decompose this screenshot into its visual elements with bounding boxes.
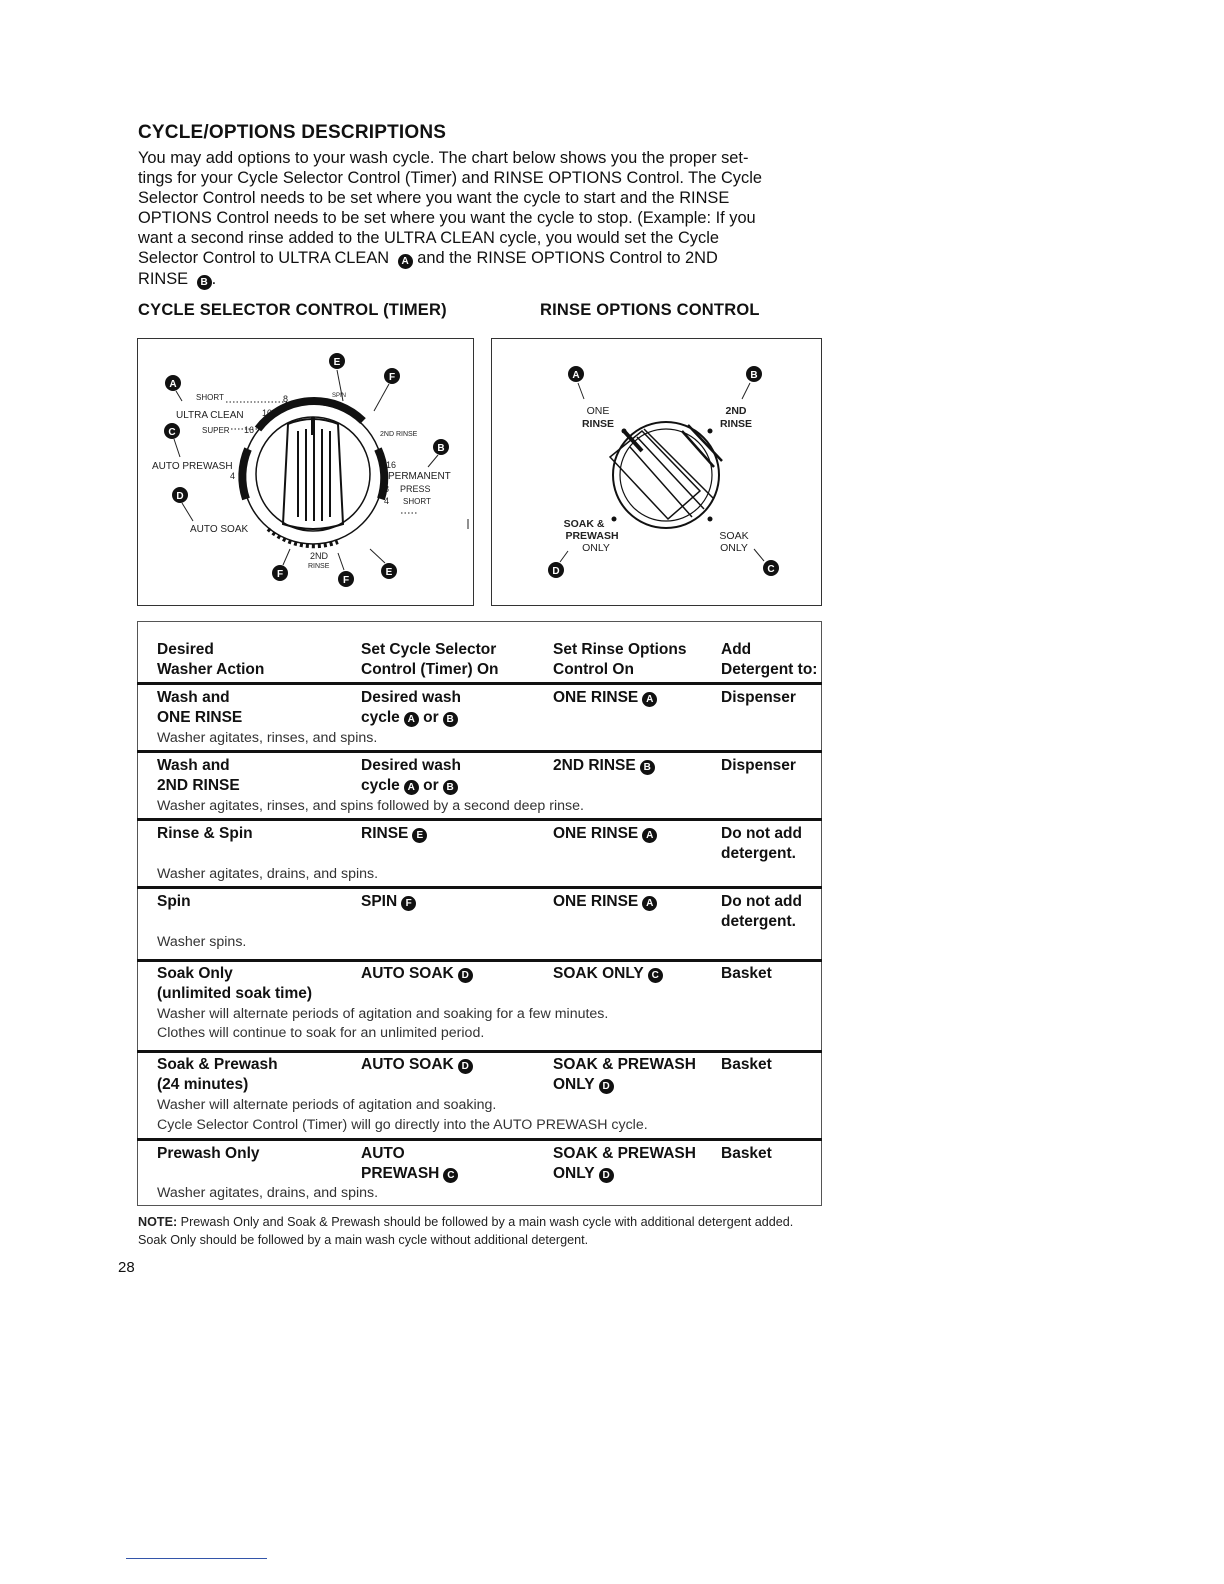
marker-a-icon: A [398, 254, 413, 269]
note-body: Prewash Only and Soak & Prewash should be followed by a main wash cycle with additional detergent added. Soak Only should be followed by a main wash cycle without additional detergent. [138, 1215, 794, 1247]
table-header: Set Rinse Options Control On [553, 641, 687, 678]
marker-e-icon: E [412, 828, 427, 843]
marker-d-icon: D [599, 1168, 614, 1183]
dial-label: SOAK [719, 530, 749, 542]
dial-label: 2ND [725, 405, 747, 417]
marker-label: F [342, 575, 350, 586]
intro-paragraph [138, 148, 828, 290]
dial-label: 8 [283, 394, 289, 404]
table-cell: Do not add detergent. [721, 893, 802, 930]
table-divider [137, 959, 822, 962]
marker-d-icon: D [458, 1059, 473, 1074]
marker-b-icon: B [443, 780, 458, 795]
dial-label: RINSE [581, 418, 615, 430]
dial-label: 8 [384, 484, 390, 494]
table-cell: Basket [721, 965, 772, 982]
marker-label: A [169, 379, 177, 390]
marker-f-icon: F [401, 896, 416, 911]
marker-a-icon: A [642, 692, 657, 707]
marker-label: F [276, 569, 284, 580]
row-description: Washer spins. [157, 934, 247, 950]
marker-a-icon: A [642, 828, 657, 843]
marker-label: F [388, 372, 396, 383]
table-cell: Desired wash cycle A or B [361, 689, 461, 726]
table-row: Wash and 2ND RINSE [157, 757, 240, 794]
intro-line: want a second rinse added to the ULTRA CLEAN cycle, you would set the Cycle [138, 229, 719, 247]
table-header: Add Detergent to: [721, 641, 818, 678]
table-cell: Basket [721, 1056, 772, 1073]
table-cell: SOAK & PREWASH ONLY D [553, 1145, 696, 1182]
intro-text: RINSE [138, 270, 193, 288]
row-description: Washer agitates, drains, and spins. [157, 1185, 379, 1201]
dial-label: AUTO PREWASH [152, 461, 233, 472]
table-header: Set Cycle Selector Control (Timer) On [361, 641, 499, 678]
marker-d-icon: D [458, 968, 473, 983]
table-divider [137, 886, 822, 889]
table-cell: AUTO SOAK D [361, 1055, 473, 1075]
marker-label: D [552, 566, 560, 577]
table-divider [137, 818, 822, 821]
marker-b-icon: B [443, 712, 458, 727]
dial-label: 4 [230, 471, 236, 481]
intro-text: Selector Control to ULTRA CLEAN [138, 249, 394, 267]
dial-label: PREWASH [565, 530, 619, 542]
table-cell: AUTO SOAK D [361, 964, 473, 984]
options-table [137, 621, 822, 1206]
rinse-dial [610, 422, 722, 528]
intro-line [138, 269, 828, 290]
table-row: Soak Only (unlimited soak time) [157, 965, 313, 1002]
marker-label: B [750, 370, 758, 381]
table-cell: Do not add detergent. [721, 825, 802, 862]
dial-label: SPIN [332, 393, 347, 399]
table-divider [137, 1138, 822, 1141]
dial-label: 2ND [310, 551, 329, 561]
table-cell: Dispenser [721, 689, 796, 706]
marker-a-icon: A [642, 896, 657, 911]
table-cell: SPIN F [361, 892, 416, 912]
marker-label: D [176, 491, 184, 502]
table-header: Desired Washer Action [157, 641, 265, 678]
marker-label: E [385, 567, 393, 578]
dial-label: RINSE [308, 563, 330, 570]
table-divider [137, 750, 822, 753]
table-cell: Dispenser [721, 757, 796, 774]
dial-label: SHORT [403, 497, 431, 506]
row-description: Clothes will continue to soak for an unlimited period. [157, 1025, 485, 1041]
dial-label: 16 [386, 460, 397, 470]
table-cell: ONE RINSE A [553, 892, 657, 912]
marker-c-icon: C [443, 1168, 458, 1183]
intro-text: and the RINSE OPTIONS Control to 2ND [412, 249, 718, 267]
dial-label: ONLY [582, 542, 610, 554]
table-cell: 2ND RINSE B [553, 756, 655, 776]
table-row: Prewash Only [157, 1145, 260, 1162]
dial-label: ULTRA CLEAN [176, 410, 244, 421]
intro-line: Selector Control needs to be set where you want the cycle to start and the RINSE [138, 189, 730, 207]
table-cell: SOAK & PREWASH ONLY D [553, 1056, 696, 1093]
dial-label: SOAK & [563, 518, 605, 530]
row-description: Washer agitates, rinses, and spins. [157, 730, 378, 746]
timer-subheading: CYCLE SELECTOR CONTROL (TIMER) [138, 301, 447, 319]
rinse-options-diagram [491, 338, 822, 606]
footer-divider [126, 1558, 267, 1559]
rinse-subheading: RINSE OPTIONS CONTROL [540, 301, 760, 319]
table-row: Rinse & Spin [157, 825, 253, 842]
row-description: Cycle Selector Control (Timer) will go directly into the AUTO PREWASH cycle. [157, 1117, 648, 1133]
intro-line: tings for your Cycle Selector Control (Timer) and RINSE OPTIONS Control. The Cycle [138, 169, 762, 187]
marker-label: A [572, 370, 580, 381]
table-divider [137, 682, 822, 685]
page-number: 28 [118, 1259, 135, 1276]
table-cell: Basket [721, 1145, 772, 1162]
dial-label: PRESS [400, 484, 431, 494]
dial-label: 10 [262, 408, 273, 418]
table-cell: ONE RINSE A [553, 688, 657, 708]
row-description: Washer will alternate periods of agitation and soaking for a few minutes. [157, 1006, 609, 1022]
dial-label: ONLY [720, 542, 748, 554]
table-cell: AUTO PREWASH C [361, 1144, 458, 1184]
marker-c-icon: C [648, 968, 663, 983]
dial-label: 2ND RINSE [380, 431, 418, 438]
table-row: Wash and ONE RINSE [157, 689, 243, 726]
table-cell: SOAK ONLY C [553, 964, 663, 984]
marker-a-icon: A [404, 712, 419, 727]
row-description: Washer will alternate periods of agitation and soaking. [157, 1097, 497, 1113]
marker-label: C [767, 564, 775, 575]
marker-label: C [168, 427, 176, 438]
marker-b-icon: B [640, 760, 655, 775]
marker-b-icon: B [197, 275, 212, 290]
table-cell: ONE RINSE A [553, 824, 657, 844]
dial-label: PERMANENT [388, 471, 451, 482]
note-text [138, 1213, 818, 1249]
cycle-dial [242, 401, 384, 546]
marker-a-icon: A [404, 780, 419, 795]
row-description: Washer agitates, drains, and spins. [157, 866, 379, 882]
intro-text: . [211, 270, 217, 288]
table-divider [137, 1050, 822, 1053]
dial-label: RINSE [719, 418, 753, 430]
intro-line: You may add options to your wash cycle. The chart below shows you the proper set- [138, 149, 749, 167]
marker-label: E [333, 357, 341, 368]
dial-label: ONE [586, 405, 610, 417]
dial-label: 4 [384, 496, 390, 506]
table-cell: Desired wash cycle A or B [361, 757, 461, 794]
intro-line: OPTIONS Control needs to be set where you want the cycle to stop. (Example: If you [138, 209, 756, 227]
dial-label: SHORT [196, 393, 224, 402]
dial-label: 16 [244, 425, 255, 435]
table-row: Spin [157, 893, 191, 910]
table-row: Soak & Prewash (24 minutes) [157, 1056, 278, 1093]
dial-label: SUPER [202, 426, 230, 435]
cycle-selector-diagram [137, 338, 474, 606]
note-label: NOTE: [138, 1215, 178, 1229]
row-description: Washer agitates, rinses, and spins followed by a second deep rinse. [157, 798, 584, 814]
dial-label: AUTO SOAK [190, 524, 249, 535]
table-cell: RINSE E [361, 824, 427, 844]
marker-d-icon: D [599, 1079, 614, 1094]
section-heading: CYCLE/OPTIONS DESCRIPTIONS [138, 122, 447, 143]
intro-line [138, 248, 828, 269]
marker-label: B [437, 443, 445, 454]
